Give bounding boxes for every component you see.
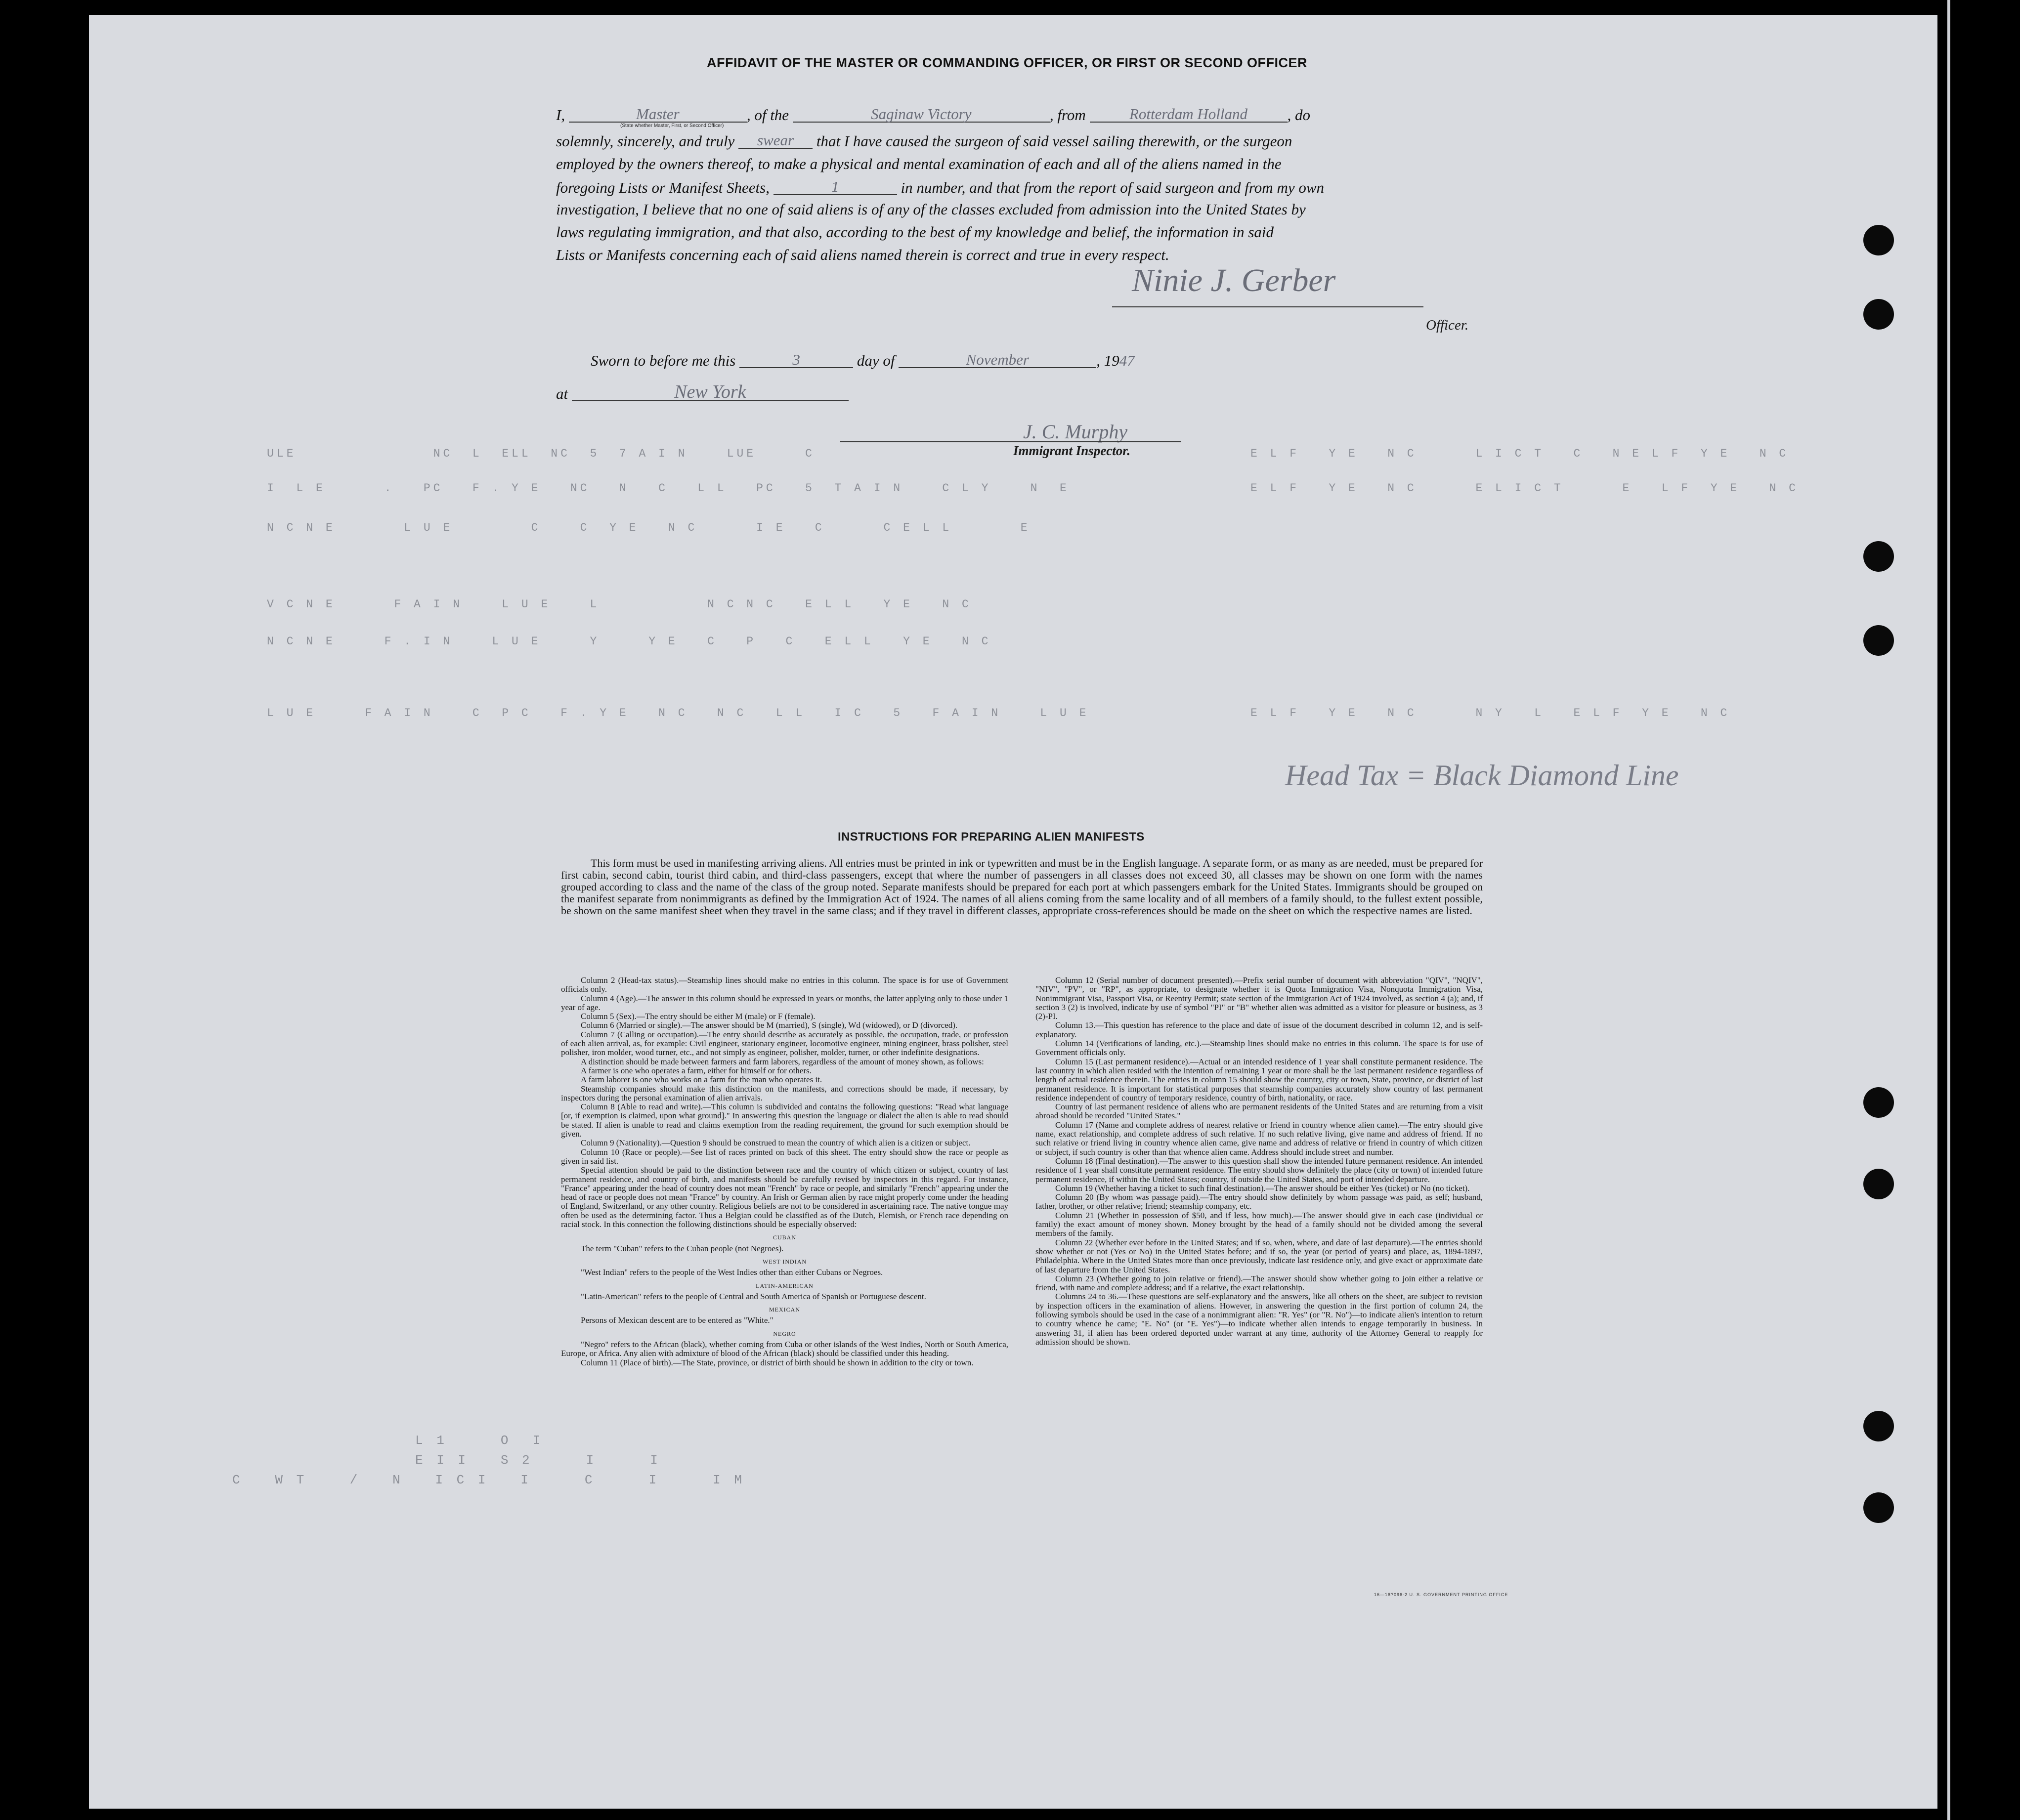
- instruction-paragraph: Column 15 (Last permanent residence).—Actual or an intended residence of 1 year shall constitute permanent residence. The last country in which alien resided with the intention of remaining 1 year or more shall be the last permanent residence regardless of length of actual residence therein. The entries in column 15 should show the country, city or town, State, province, or district of last permanent residence. It is important for statistical purposes that steamship companies accurately show country of last permanent residence independent of country of temporary residence, country of birth, nationality, or race.: [1035, 1057, 1483, 1102]
- text-line4-b: in number, and that from the report of said surgeon and from my own: [901, 179, 1325, 196]
- officer-signature: Ninie J. Gerber: [1132, 262, 1336, 298]
- bleed-through-text: V C N E F A I N L U E L N C N C E L L Y E N C: [267, 598, 972, 611]
- section-heading: CUBAN: [773, 1234, 796, 1241]
- text-do: , do: [1287, 106, 1310, 124]
- text-from: , from: [1049, 106, 1086, 124]
- sworn-line: [591, 352, 1515, 368]
- instructions-right-column: [1035, 976, 1483, 1347]
- instructions-left-column: [561, 976, 1008, 1367]
- inspector-label: Immigrant Inspector.: [1013, 443, 1131, 458]
- instruction-paragraph: Column 4 (Age).—The answer in this column should be expressed in years or months, the latter applying only to those under 1 year of age.: [561, 993, 1008, 1012]
- port-field: [1090, 106, 1288, 123]
- text-sworn: Sworn to before me this: [591, 352, 736, 369]
- text-line4-a: foregoing Lists or Manifest Sheets,: [556, 179, 770, 196]
- instruction-paragraph: Column 8 (Able to read and write).—This column is subdivided and contains the following questions: "Read what language [or, if exemption is claimed, upon what ground]." In answering this question the language or dialect the alien is able to read should be stated. If alien is unable to read and claims exemption from the reading requirement, the ground for such exemption should be given.: [561, 1102, 1008, 1139]
- sheets-field: [774, 179, 897, 195]
- bleed-through-text: N C N E F . I N L U E Y Y E C P C E L L Y E N C: [267, 635, 991, 648]
- instruction-paragraph: Column 14 (Verifications of landing, etc.).—Steamship lines should make no entries in this column. The space is for use of Government officials only.: [1035, 1039, 1483, 1058]
- rank-field: [569, 106, 747, 123]
- instruction-paragraph: Column 21 (Whether in possession of $50, and if less, how much).—The answer should give in each case (individual or family) the exact amount of money shown. Money brought by the head of a family should not be divided among the several members of the family.: [1035, 1210, 1483, 1238]
- bleed-through-text: L U E F A I N C P C F . Y E N C N C L L I C 5 F A I N L U E: [267, 707, 1089, 720]
- day-field: [739, 352, 853, 368]
- instructions-title: INSTRUCTIONS FOR PREPARING ALIEN MANIFESTS: [838, 830, 1145, 844]
- bleed-through-text: E L F Y E N C N Y L E L F Y E N C: [1250, 707, 1730, 720]
- bleed-through-text: E L F Y E N C L I C T C N E L F Y E N C: [1250, 447, 1789, 460]
- rank-handwriting: Master: [636, 105, 680, 123]
- affidavit-line-1: [556, 106, 1480, 123]
- affidavit-line-6: laws regulating immigration, and that also, according to the best of my knowledge and belief, the information in said: [556, 223, 1274, 241]
- instruction-paragraph: "Latin-American" refers to the people of Central and South America of Spanish or Portuguese descent.: [581, 1291, 926, 1301]
- instruction-paragraph: Column 9 (Nationality).—Question 9 should be construed to mean the country of which alien is a citizen or subject.: [581, 1138, 971, 1148]
- day-handwriting: 3: [792, 351, 800, 368]
- port-handwriting: Rotterdam Holland: [1129, 105, 1248, 123]
- bleed-through-text: C W T / N I C I I C I I M: [232, 1473, 745, 1487]
- month-handwriting: November: [966, 351, 1029, 368]
- section-heading: LATIN-AMERICAN: [756, 1282, 814, 1289]
- bleed-through-text: E I I S 2 I I: [415, 1453, 661, 1468]
- affidavit-line-5: investigation, I believe that no one of said aliens is of any of the classes excluded from admission into the United States by: [556, 201, 1306, 218]
- affidavit-line-3: employed by the owners thereof, to make a physical and mental examination of each and all of the aliens named in the: [556, 155, 1282, 172]
- section-heading: NEGRO: [773, 1330, 796, 1337]
- inspector-line: [840, 441, 1181, 442]
- punch-hole: [1863, 225, 1894, 255]
- place-handwriting: New York: [674, 381, 746, 402]
- at-line: [556, 381, 1480, 402]
- swear-field: [738, 132, 813, 149]
- text-year-prefix: , 19: [1096, 352, 1119, 369]
- instruction-paragraph: Columns 24 to 36.—These questions are self-explanatory and the answers, like all others on the sheet, are subject to revision by inspection officers in the examination of aliens. However, in answering the question in the first portion of column 24, the following symbols should be used in the case of a nonimmigrant alien: "R. Yes" (or "R. No")—to indicate alien's intention to return to country whence he came; "E. No" (or "E. Yes")—to indicate whether alien intends to engage temporarily in business. In answering 31, if alien has been ordered deported under warrant at any time, authority of the Attorney General to reapply for admission should be shown.: [1035, 1292, 1483, 1347]
- instruction-paragraph: Column 12 (Serial number of document presented).—Prefix serial number of document with abbreviation "QIV", "NQIV", "NIV", "PV", or "RP", as appropriate, to designate whether it is Quota Immigration Visa, Nonquota Immigration Visa, Nonimmigrant Visa, Passport Visa, or Reentry Permit; state section of the Immigration Act of 1924 involved, as section 4 (a); and, if section 3 (2) is involved, indicate by use of symbol "PI" or "B" whether alien was admitted as a visitor for pleasure or business, as 3 (2)-PI.: [1035, 975, 1483, 1021]
- punch-hole: [1863, 1087, 1894, 1118]
- instruction-paragraph: "Negro" refers to the African (black), whether coming from Cuba or other islands of the West Indies, North or South America, Europe, or Africa. Any alien with admixture of blood of the African (black) should be classified under this heading.: [561, 1339, 1008, 1358]
- affidavit-line-4: [556, 179, 1480, 195]
- text-solemnly: solemnly, sincerely, and truly: [556, 132, 735, 150]
- head-tax-annotation: Head Tax = Black Diamond Line: [1285, 759, 1679, 792]
- bleed-through-text: L 1 O I: [415, 1433, 544, 1448]
- bleed-through-text: I L E . PC F . Y E NC N C L L PC 5 T A I N C L Y N E: [267, 482, 1070, 495]
- inspector-signature: J. C. Murphy: [1023, 421, 1128, 443]
- affidavit-line-2: [556, 132, 1480, 149]
- text-at: at: [556, 385, 568, 402]
- instruction-paragraph: Steamship companies should make this distinction on the manifests, and corrections should be made, if necessary, by inspectors during the personal examination of alien arrivals.: [561, 1084, 1008, 1102]
- section-heading: WEST INDIAN: [762, 1258, 807, 1265]
- instruction-paragraph: Column 2 (Head-tax status).—Steamship lines should make no entries in this column. The space is for use of Government officials only.: [561, 975, 1008, 994]
- instruction-paragraph: Column 22 (Whether ever before in the United States; and if so, when, where, and date of last departure).—The entries should show whether or not (Yes or No) in the United States before; and if so, the year (or period of years) and place, as, 1894-1897, Philadelphia. Where in the United States more than once previously, indicate last residence only, and give exact or approximate date of last departure from the United States.: [1035, 1237, 1483, 1274]
- instruction-paragraph: Column 10 (Race or people).—See list of races printed on back of this sheet. The entry should show the race or people as given in said list.: [561, 1147, 1008, 1166]
- punch-hole: [1863, 541, 1894, 572]
- punch-hole: [1863, 1411, 1894, 1441]
- instruction-paragraph: Column 13.—This question has reference to the place and date of issue of the document described in column 12, and is self-explanatory.: [1035, 1020, 1483, 1039]
- instruction-paragraph: Column 11 (Place of birth).—The State, province, or district of birth should be shown in addition to the city or town.: [581, 1357, 974, 1367]
- vessel-handwriting: Saginaw Victory: [871, 105, 972, 123]
- officer-label: Officer.: [1426, 317, 1469, 333]
- instruction-paragraph: Column 6 (Married or single).—The answer should be M (married), S (single), Wd (widowed), or D (divorced).: [581, 1020, 958, 1030]
- instruction-paragraph: A distinction should be made between farmers and farm laborers, regardless of the amount of money shown, as follows:: [581, 1057, 984, 1066]
- year-handwriting: 47: [1119, 352, 1135, 369]
- bleed-through-text: E L F Y E N C E L I C T E L F Y E N C: [1250, 482, 1799, 495]
- instruction-paragraph: "West Indian" refers to the people of the West Indies other than either Cubans or Negroes.: [581, 1268, 883, 1277]
- instruction-paragraph: Column 20 (By whom was passage paid).—The entry should show definitely by whom passage was paid, as self; husband, father, brother, or other relative; friend; steamship company, etc.: [1035, 1192, 1483, 1211]
- text-line2-rest: that I have caused the surgeon of said vessel sailing therewith, or the surgeon: [816, 132, 1292, 150]
- instruction-paragraph: Column 18 (Final destination).—The answer to this question shall show the intended future permanent residence. An intended residence of 1 year shall constitute permanent residence. The entry should show definitely the place (city or town) of intended future permanent residence, if within the United States; country, if outside the United States, and port of intended departure.: [1035, 1156, 1483, 1184]
- printing-office-footer: 16—18?096-2 U. S. GOVERNMENT PRINTING OFFICE: [1374, 1592, 1508, 1597]
- month-field: [899, 352, 1096, 368]
- instruction-paragraph: Column 23 (Whether going to join relative or friend).—The answer should show whether going to join either a relative or friend, with name and complete address; and if a relative, the exact relationship.: [1035, 1273, 1483, 1293]
- instruction-paragraph: Column 19 (Whether having a ticket to such final destination).—The answer should be either Yes (ticket) or No (no ticket).: [1055, 1183, 1470, 1193]
- instruction-paragraph: Country of last permanent residence of aliens who are permanent residents of the United States and are returning from a visit abroad should be recorded "United States.": [1035, 1102, 1483, 1121]
- affidavit-line-7: Lists or Manifests concerning each of said aliens named therein is correct and true in every respect.: [556, 246, 1169, 263]
- instruction-paragraph: A farm laborer is one who works on a farm for the man who operates it.: [581, 1075, 822, 1085]
- punch-hole: [1863, 299, 1894, 330]
- swear-handwriting: swear: [757, 131, 794, 149]
- punch-hole: [1863, 1169, 1894, 1199]
- instruction-paragraph: Special attention should be paid to the distinction between race and the country of which citizen or subject, country of last permanent residence, and country of birth, and manifests should be carefully revised by inspectors in this regard. For instance, "France" appearing under the head of country does not mean "French" by race or people, and similarly "French" appearing under the head of race or people does not mean "France" by country. An Irish or German alien by race might properly come under the heading of England, Switzerland, or any other country. Religious beliefs are not to be considered in ascertaining race. The native tongue may often be used as the determining factor. Thus a Belgian could be classified as of the Dutch, Flemish, or French race depending on racial stock. In this connection the following distinctions should be especially observed:: [561, 1165, 1008, 1229]
- punch-hole: [1863, 625, 1894, 656]
- instruction-paragraph: The term "Cuban" refers to the Cuban people (not Negroes).: [581, 1243, 784, 1253]
- instruction-paragraph: Column 5 (Sex).—The entry should be either M (male) or F (female).: [581, 1012, 816, 1021]
- place-field: [572, 381, 849, 402]
- rank-caption: (State whether Master, First, or Second Officer): [620, 123, 724, 128]
- section-heading: MEXICAN: [769, 1306, 800, 1313]
- punch-hole: [1863, 1492, 1894, 1523]
- affidavit-title: AFFIDAVIT OF THE MASTER OR COMMANDING OFFICER, OR FIRST OR SECOND OFFICER: [707, 55, 1307, 70]
- instruction-paragraph: Column 7 (Calling or occupation).—The entry should describe as accurately as possible, the occupation, trade, or profession of each alien arrival, as, for example: Civil engineer, stationary engineer, locomotive engineer, mining engineer, brass polisher, steel polisher, iron molder, wood turner, etc., and not simply as engineer, polisher, molder, turner, or other indefinite designations.: [561, 1029, 1008, 1058]
- sheets-handwriting: 1: [831, 178, 839, 195]
- bleed-through-text: ULE NC L ELL NC 5 7 A I N LUE C: [267, 447, 815, 460]
- signature-line: [1112, 306, 1423, 307]
- instruction-paragraph: A farmer is one who operates a farm, either for himself or for others.: [581, 1065, 812, 1075]
- text-of-the: , of the: [746, 106, 789, 124]
- instructions-intro: This form must be used in manifesting arriving aliens. All entries must be printed in ink or typewritten and must be in the English language. A separate form, or as many as are needed, must be prepared for first cabin, second cabin, tourist third cabin, and third-class passengers, except that where the number of passengers in all classes does not exceed 30, all classes may be shown on one form with the names grouped according to class and the name of the class of the group noted. Separate manifests should be prepared for each port at which passengers embark for the United States. Immigrants should be grouped on the manifest separate from nonimmigrants as defined by the Immigration Act of 1924. The names of all aliens coming from the same locality and of all members of a family should, to the fullest extent possible, be shown on the same manifest sheet when they travel in the same class; and if they travel in different classes, appropriate cross-references should be made on the sheet on which the respective names are listed.: [561, 857, 1483, 917]
- text-day-of: day of: [857, 352, 895, 369]
- instruction-paragraph: Column 17 (Name and complete address of nearest relative or friend in country whence alien came).—The entry should give name, exact relationship, and complete address of such relative. If no such relative living, give name and address of friend. If no such relative or friend living in country whence alien came, give name and address of relative or friend in country of which citizen or subject, if such country is other than that whence alien came. Address should include street and number.: [1035, 1120, 1483, 1157]
- vessel-field: [793, 106, 1050, 123]
- page-edge: [1947, 0, 1950, 1820]
- text-i: I,: [556, 106, 565, 124]
- bleed-through-text: N C N E L U E C C Y E N C I E C C E L L E: [267, 521, 1031, 534]
- instruction-paragraph: Persons of Mexican descent are to be entered as "White.": [581, 1315, 774, 1325]
